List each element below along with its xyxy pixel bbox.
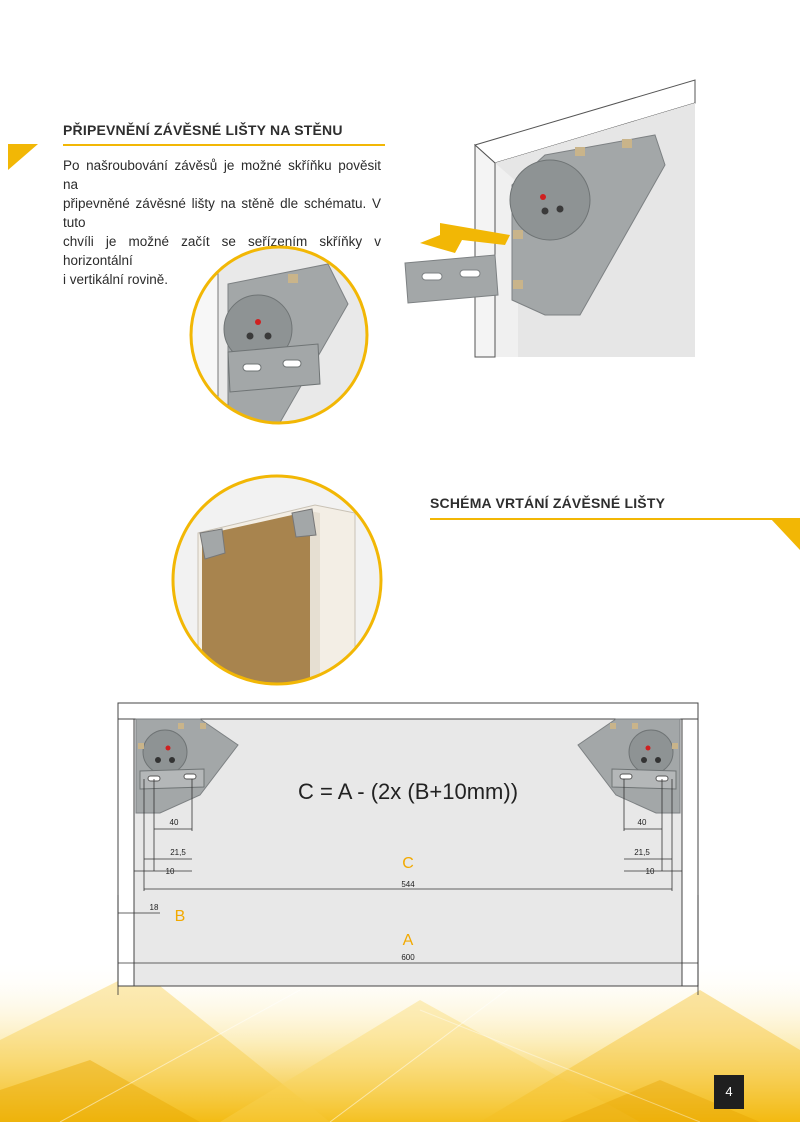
dim-21-5-right: 21,5 [634,848,650,857]
title-underline [63,144,385,146]
dim-18: 18 [149,903,159,912]
label-c: C [402,855,414,872]
paragraph-line: i vertikální rovině. [63,272,169,287]
dim-10-right: 10 [645,867,655,876]
label-a: A [402,932,414,949]
page-number: 4 [714,1075,744,1109]
dim-544: 544 [401,880,415,889]
title-underline [430,518,773,520]
section-title-mounting: PŘIPEVNĚNÍ ZÁVĚSNÉ LIŠTY NA STĚNU [63,122,343,138]
drilling-diagram [100,695,720,995]
accent-triangle-icon [8,144,38,172]
section-title-drilling: SCHÉMA VRTÁNÍ ZÁVĚSNÉ LIŠTY [430,495,666,511]
dim-21-5-left: 21,5 [170,848,186,857]
paragraph-line: Po našroubování závěsů je možné skříňku pověsit na [63,158,381,192]
label-b: B [174,908,186,925]
paragraph-line: připevněné závěsné lišty na stěně dle schématu. V tuto [63,196,381,230]
paragraph-line: chvíli je možné začít se seřízením skříňky v horizontální [63,234,381,268]
dim-10-left: 10 [165,867,175,876]
dim-40-right: 40 [637,818,647,827]
wall-rail-shape [405,255,498,303]
cabinet-back-circle [170,473,384,687]
wall-rail-illustration [400,75,700,365]
formula-text: C = A - (2x (B+10mm)) [297,779,519,804]
accent-triangle-icon [770,518,800,550]
dim-600: 600 [401,953,415,962]
dim-40-left: 40 [169,818,179,827]
detail-zoom-circle [188,244,370,426]
